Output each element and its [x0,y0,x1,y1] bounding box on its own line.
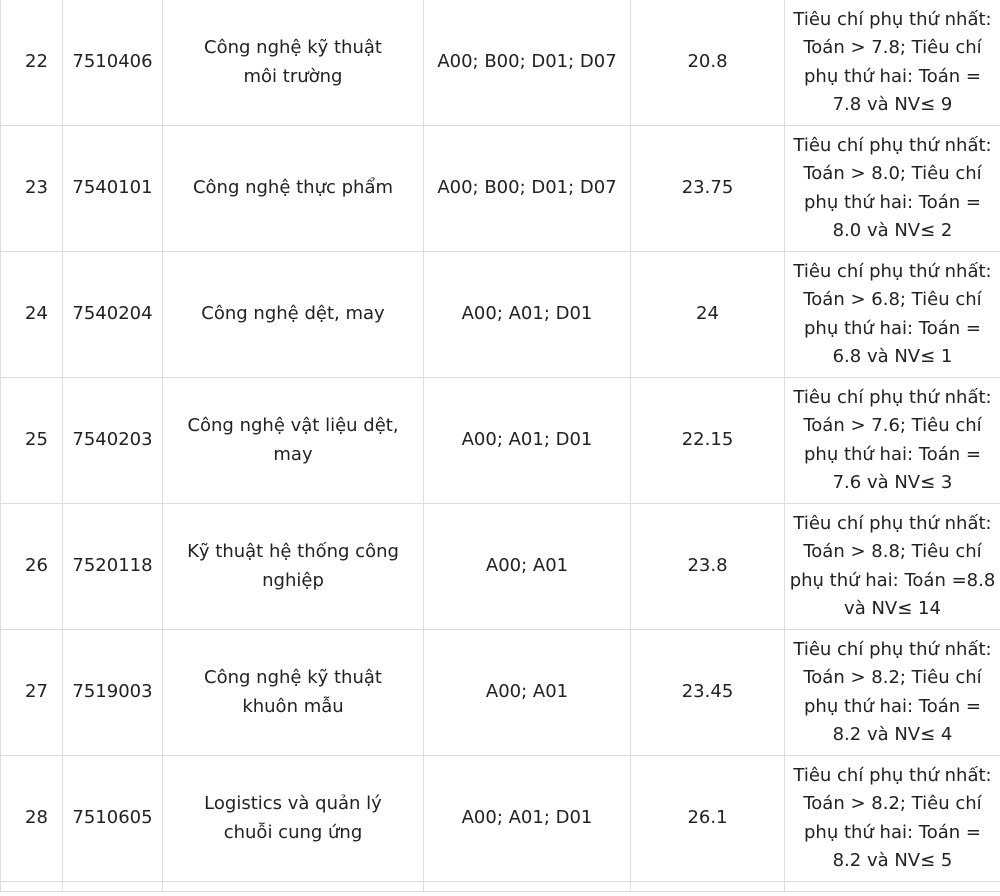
row-number: 22 [1,0,63,126]
tiebreak-criteria: Tiêu chí phụ thứ nhất: Toán > 6.8; Tiêu chí phụ thứ hai: Toán = 6.8 và NV≤ 1 [785,252,1000,378]
benchmark-score: 23.75 [631,126,785,252]
table-row [1,504,1000,630]
major-name: Kỹ thuật hệ thống công nghiệp [163,504,424,630]
tiebreak-criteria: Tiêu chí phụ thứ nhất: Toán > 8.2; Tiêu chí phụ thứ hai: Toán = 8.2 và NV≤ 4 [785,630,1000,756]
benchmark-score: 23.45 [631,630,785,756]
table-cell-empty [63,882,163,892]
tiebreak-criteria: Tiêu chí phụ thứ nhất: Toán > 7.8; Tiêu chí phụ thứ hai: Toán = 7.8 và NV≤ 9 [785,0,1000,126]
subject-combinations: A00; B00; D01; D07 [424,126,631,252]
benchmark-score: 23.8 [631,504,785,630]
major-code: 7540101 [63,126,163,252]
table-cell-empty [785,882,1000,892]
row-number: 25 [1,378,63,504]
major-code: 7510605 [63,756,163,882]
row-number: 26 [1,504,63,630]
subject-combinations: A00; A01 [424,630,631,756]
tiebreak-criteria: Tiêu chí phụ thứ nhất: Toán > 8.8; Tiêu chí phụ thứ hai: Toán =8.8 và NV≤ 14 [785,504,1000,630]
subject-combinations: A00; B00; D01; D07 [424,0,631,126]
benchmark-score: 26.1 [631,756,785,882]
table-cell-empty [1,882,63,892]
row-number: 27 [1,630,63,756]
subject-combinations: A00; A01; D01 [424,756,631,882]
major-name: Công nghệ kỹ thuật khuôn mẫu [163,630,424,756]
table-cell-empty [631,882,785,892]
major-name: Công nghệ dệt, may [163,252,424,378]
major-code: 7510406 [63,0,163,126]
table-cell-empty [424,882,631,892]
major-code: 7519003 [63,630,163,756]
major-name: Công nghệ kỹ thuật môi trường [163,0,424,126]
benchmark-score: 22.15 [631,378,785,504]
row-number: 24 [1,252,63,378]
major-name: Công nghệ thực phẩm [163,126,424,252]
tiebreak-criteria: Tiêu chí phụ thứ nhất: Toán > 7.6; Tiêu chí phụ thứ hai: Toán = 7.6 và NV≤ 3 [785,378,1000,504]
table-row [1,252,1000,378]
subject-combinations: A00; A01; D01 [424,252,631,378]
tiebreak-criteria: Tiêu chí phụ thứ nhất: Toán > 8.2; Tiêu chí phụ thứ hai: Toán = 8.2 và NV≤ 5 [785,756,1000,882]
subject-combinations: A00; A01 [424,504,631,630]
tiebreak-criteria: Tiêu chí phụ thứ nhất: Toán > 8.0; Tiêu chí phụ thứ hai: Toán = 8.0 và NV≤ 2 [785,126,1000,252]
benchmark-score: 20.8 [631,0,785,126]
benchmark-score: 24 [631,252,785,378]
table-cell-empty [163,882,424,892]
row-number: 28 [1,756,63,882]
row-number: 23 [1,126,63,252]
major-name: Logistics và quản lý chuỗi cung ứng [163,756,424,882]
table-row-partial [1,882,1000,892]
table-row [1,378,1000,504]
subject-combinations: A00; A01; D01 [424,378,631,504]
table-row [1,126,1000,252]
major-code: 7540203 [63,378,163,504]
table-row [1,630,1000,756]
major-name: Công nghệ vật liệu dệt, may [163,378,424,504]
table-row [1,756,1000,882]
major-code: 7540204 [63,252,163,378]
table-row [1,0,1000,126]
major-code: 7520118 [63,504,163,630]
